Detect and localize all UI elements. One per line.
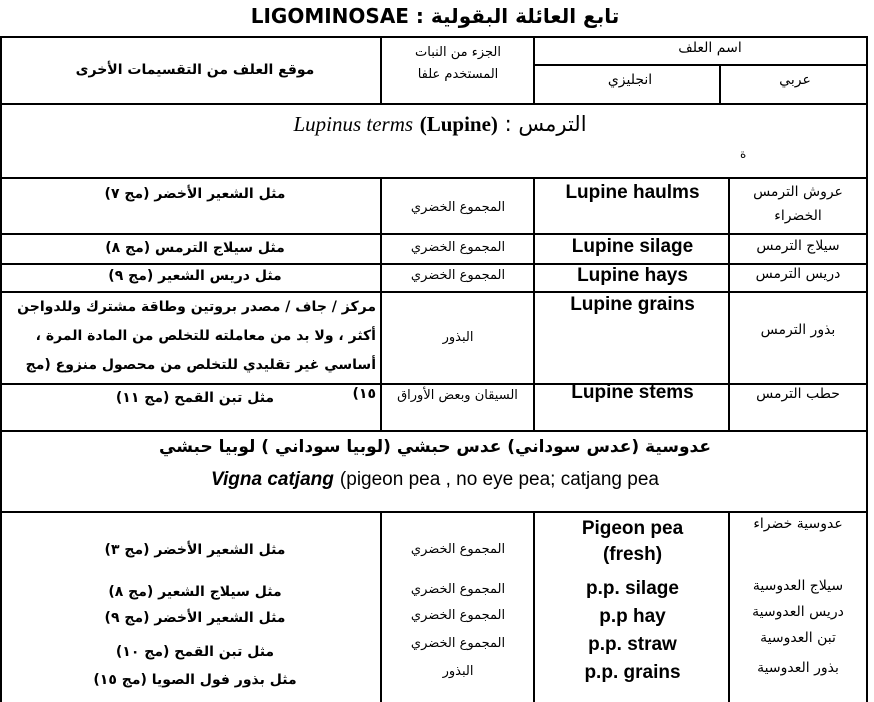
table-row-5-position: مثل تبن القمح (مج ١١): [115, 390, 275, 406]
s2-col-divider-en: [728, 511, 730, 702]
table-left-border: [0, 36, 2, 702]
table-row-7-position: مثل سيلاج الشعير (مج ٨): [108, 584, 282, 600]
table-row-10-position: مثل بذور فول الصويا (مج ١٥): [93, 672, 297, 688]
table-row-6-part: المجموع الخضري: [410, 542, 506, 557]
header-position: موقع العلف من التقسيمات الأخرى: [75, 62, 315, 78]
header-arabic: عربي: [779, 72, 811, 88]
header-english: انجليزي: [607, 72, 653, 88]
section1-bottom-border: [0, 430, 868, 432]
page-title: تابع العائلة البقولية : LIGOMINOSAE: [250, 4, 620, 28]
table-row-10-english: p.p. grains: [584, 662, 681, 683]
table-row-2-arabic: سيلاج الترمس: [756, 238, 840, 254]
section1-title: [200, 112, 680, 137]
stray-mark: ة: [740, 147, 747, 161]
col-divider-en: [719, 64, 721, 104]
table-row-6-arabic: عدوسية خضراء: [753, 516, 843, 532]
col-divider-part: [533, 36, 535, 104]
table-row-7-arabic: سيلاج العدوسية: [752, 578, 844, 594]
table-row-4-position: مركز / جاف / مصدر بروتين وطاقة مشترك وللدواجن أكثر ، ولا بد من معاملته للتخلص من المادة المرة ، أساسي غير تقليدي للتخلص من محصول منزوع (مج ١٥): [17, 299, 376, 402]
table-row-9-position: مثل تبن القمح (مج ١٠): [115, 644, 275, 660]
table-row-1-position: مثل الشعير الأخضر (مج ٧): [104, 186, 286, 202]
row-divider-2: [0, 263, 868, 265]
header-feed-name: اسم العلف: [678, 40, 742, 56]
table-row-1-part: المجموع الخضري: [410, 200, 506, 215]
s2-col-divider-part: [533, 511, 535, 702]
header-plant-part: الجزء من النبات المستخدم علفا: [415, 45, 501, 82]
table-row-3-arabic: دريس الترمس: [755, 266, 841, 282]
table-row-8-position: مثل الشعير الأخضر (مج ٩): [104, 610, 286, 626]
section1-latin-name: Lupinus terms: [293, 112, 414, 136]
table-row-5-arabic: حطب الترمس: [756, 386, 840, 402]
s1-col-divider-part: [533, 177, 535, 431]
section1-arabic-name: الترمس :: [504, 112, 587, 136]
table-row-4-english: Lupine grains: [570, 294, 695, 315]
row-divider-1: [0, 233, 868, 235]
table-row-8-part: المجموع الخضري: [410, 608, 506, 623]
section2-arabic-title: عدوسية (عدس سوداني) عدس حبشي (لوبيا سوداني ) لوبيا حبشي: [159, 437, 711, 457]
table-right-border: [866, 36, 868, 702]
table-row-7-part: المجموع الخضري: [410, 582, 506, 597]
section2-top-border: [0, 511, 868, 513]
table-top-border: [0, 36, 868, 38]
s1-col-divider-en: [728, 177, 730, 431]
table-row-10-arabic: بذور العدوسية: [757, 660, 839, 676]
table-row-6-position: مثل الشعير الأخضر (مج ٣): [104, 542, 286, 558]
table-row-1-arabic: عروش الترمس الخضراء: [753, 184, 843, 224]
section1-common-name: (Lupine): [419, 112, 498, 136]
table-row-8-arabic: دريس العدوسية: [752, 604, 844, 620]
col-divider-pos: [380, 36, 382, 104]
header-subdivider: [533, 64, 868, 66]
table-row-10-part: البذور: [442, 664, 474, 679]
s2-col-divider-pos: [380, 511, 382, 702]
table-row-1-english: Lupine haulms: [565, 182, 700, 203]
section2-latin-name: Vigna catjang: [211, 469, 334, 490]
section2-common-name: (pigeon pea , no eye pea; catjang pea: [339, 469, 659, 490]
table-row-3-part: المجموع الخضري: [410, 268, 506, 283]
table-row-3-english: Lupine hays: [577, 265, 688, 286]
table-row-2-english: Lupine silage: [571, 236, 694, 257]
table-row-6-english: Pigeon pea (fresh): [581, 518, 684, 565]
table-row-2-part: المجموع الخضري: [410, 240, 506, 255]
header-bottom-border: [0, 103, 868, 105]
table-row-5-english: Lupine stems: [571, 382, 694, 403]
table-row-9-english: p.p. straw: [588, 634, 677, 655]
s1-col-divider-pos: [380, 177, 382, 431]
table-row-4-arabic: بذور الترمس: [760, 322, 836, 338]
table-row-8-english: p.p hay: [599, 606, 666, 627]
table-row-3-position: مثل دريس الشعير (مج ٩): [108, 268, 282, 284]
table-row-2-position: مثل سيلاج الترمس (مج ٨): [105, 240, 285, 256]
table-row-5-part: السيقان وبعض الأوراق: [397, 388, 518, 403]
section1-top-border: [0, 177, 868, 179]
section2-latin-title: [100, 468, 770, 491]
table-row-7-english: p.p. silage: [586, 578, 679, 599]
table-row-4-part: البذور: [442, 330, 474, 345]
table-row-9-part: المجموع الخضري: [410, 636, 506, 651]
table-row-9-arabic: تبن العدوسية: [760, 630, 836, 646]
